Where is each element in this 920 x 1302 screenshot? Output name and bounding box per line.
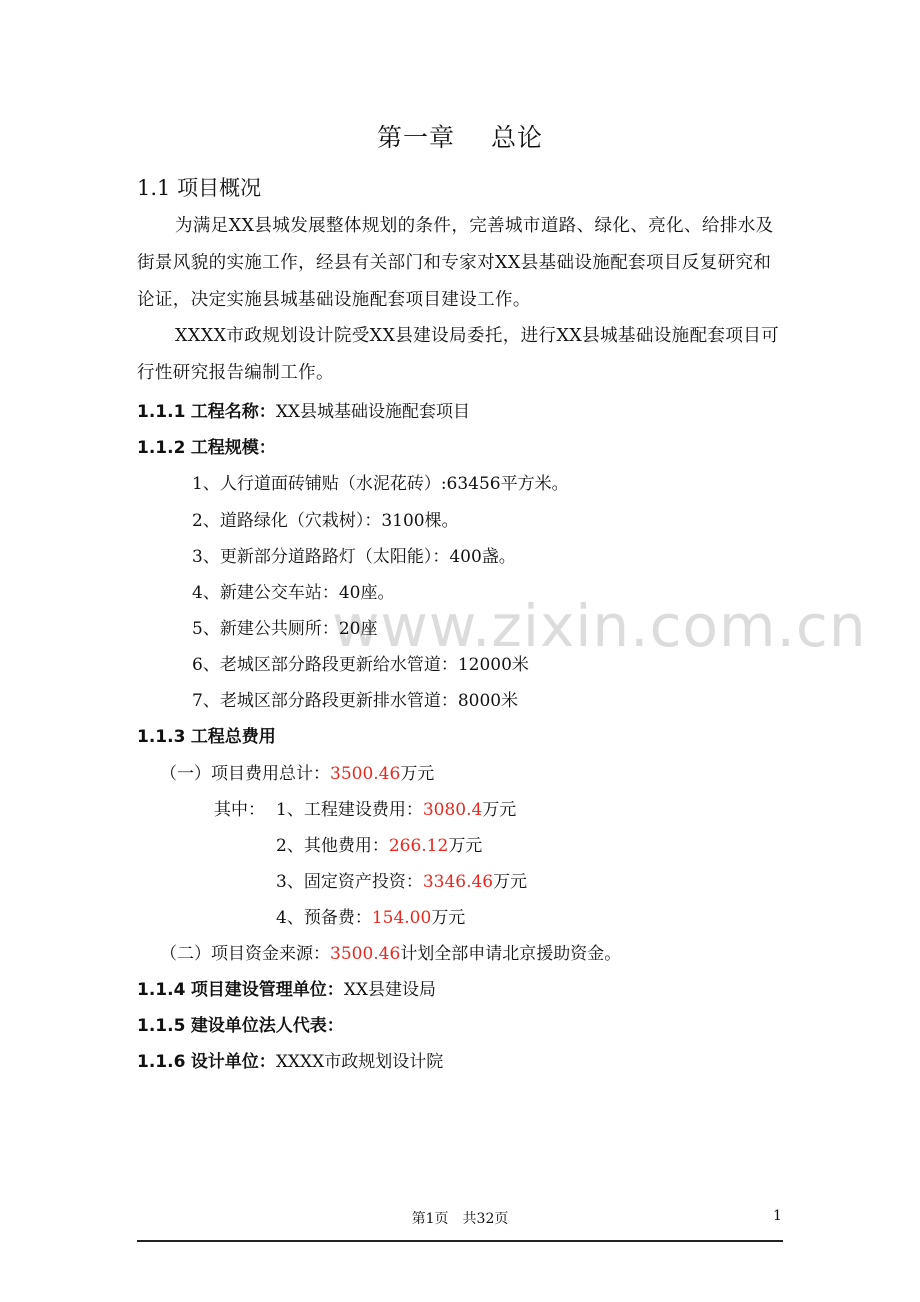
cost-item-label: 3、固定资产投资： [276,872,423,892]
cost-item-unit: 万元 [431,908,466,928]
cost-total-value: 3500.46 [330,764,401,784]
subsection-label: 设计单位： [190,1052,276,1072]
cost-item-3 [276,867,527,892]
paragraph-2-text: XXXX市政规划设计院受XX县建设局委托，进行XX县城基础设施配套项目可行性研究报告编制工作。 [137,326,780,383]
subsection-1-1-2 [137,433,276,458]
scale-item-6: 6、老城区部分路段更新给水管道：12000米 [192,655,529,675]
scale-item-2: 2、道路绿化（穴栽树）：3100棵。 [192,511,459,531]
cost-item-value: 154.00 [371,908,432,928]
funding-source-value: 3500.46 [330,944,401,964]
subsection-1-1-5 [137,1011,344,1036]
cost-item-value: 3080.4 [422,800,483,820]
cost-item-unit: 万元 [448,836,483,856]
chapter-title-left: 第一章 [376,123,455,152]
subsection-label: 工程规模： [190,438,276,458]
subsection-label: 项目建设管理单位： [190,980,344,1000]
paragraph-1-text: 为满足XX县城发展整体规划的条件，完善城市道路、绿化、亮化、给排水及街景风貌的实施工作，经县有关部门和专家对XX县基础设施配套项目反复研究和论证，决定实施县城基础设施配套项目建设工作。 [137,216,774,310]
subsection-number: 1.1.5 [137,1016,186,1036]
subsection-number: 1.1.1 [137,402,186,422]
subsection-number: 1.1.4 [137,980,186,1000]
subsection-number: 1.1.3 [137,727,186,747]
cost-item-label: 1、工程建设费用： [276,800,423,820]
cost-item-value: 266.12 [388,836,449,856]
page-footer: 第1页 共32页 [411,1211,509,1227]
footer-divider [137,1240,783,1242]
subsection-label: 工程名称： [190,402,276,422]
subsection-1-1-1 [137,397,470,422]
subsection-1-1-3 [137,722,276,747]
cost-total-label: （一）项目费用总计： [160,764,330,784]
scale-item-5: 5、新建公共厕所：20座 [192,619,378,639]
subsection-number: 1.1.6 [137,1052,186,1072]
funding-source [160,939,621,964]
paragraph-1 [137,208,785,319]
funding-source-label: （二）项目资金来源： [160,944,330,964]
cost-item-unit: 万元 [482,800,517,820]
cost-item-2 [276,831,482,856]
page-number: 1 [773,1208,782,1224]
cost-total [160,759,434,784]
subsection-label: 工程总费用 [190,727,276,747]
subsection-value: XX县建设局 [343,980,437,1000]
scale-item-4: 4、新建公交车站：40座。 [192,583,395,603]
cost-item-label: 2、其他费用： [276,836,389,856]
funding-source-note: 计划全部申请北京援助资金。 [400,944,622,964]
subsection-1-1-4 [137,975,436,1000]
chapter-title-right: 总论 [491,123,544,152]
paragraph-2 [137,318,785,392]
subsection-number: 1.1.2 [137,438,186,458]
watermark: www.zixin.com.cn [332,592,867,660]
subsection-value: XXXX市政规划设计院 [275,1052,444,1072]
cost-item-value: 3346.46 [422,872,494,892]
subsection-value: XX县城基础设施配套项目 [275,402,471,422]
cost-total-unit: 万元 [400,764,435,784]
cost-item-1 [276,795,516,820]
section-heading: 1.1 项目概况 [137,176,262,200]
scale-item-3: 3、更新部分道路路灯（太阳能）：400盏。 [192,547,516,567]
scale-item-1: 1、人行道面砖铺贴（水泥花砖）:63456平方米。 [192,474,569,494]
cost-among-label: 其中： [214,800,265,820]
scale-item-7: 7、老城区部分路段更新排水管道：8000米 [192,691,519,711]
cost-item-unit: 万元 [493,872,528,892]
cost-item-label: 4、预备费： [276,908,372,928]
chapter-title [0,118,920,154]
subsection-1-1-6 [137,1047,443,1072]
cost-item-4 [276,903,465,928]
subsection-label: 建设单位法人代表： [190,1016,344,1036]
